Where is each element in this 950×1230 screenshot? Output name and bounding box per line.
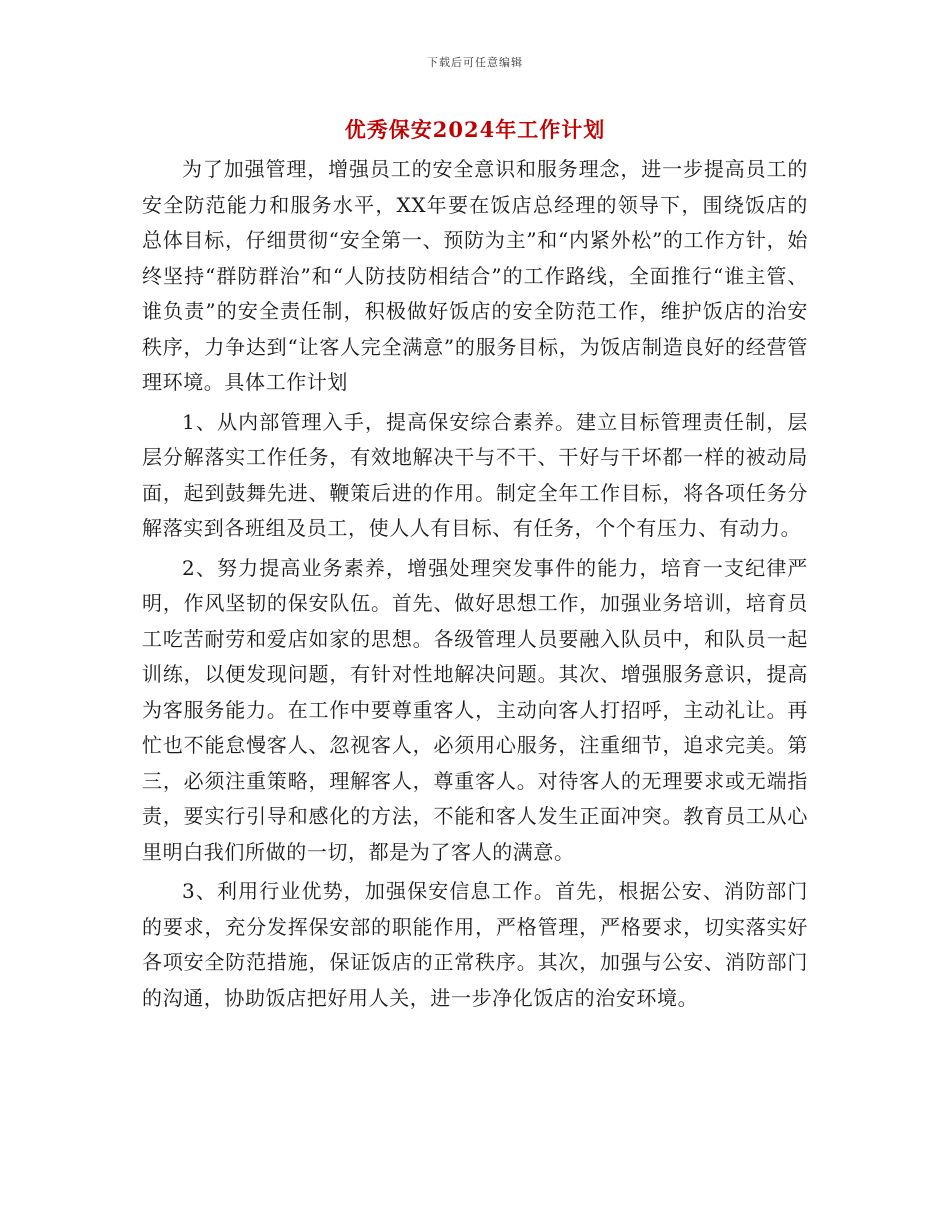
document-title: 优秀保安2024年工作计划 bbox=[344, 117, 606, 142]
header-note: 下载后可任意编辑 bbox=[427, 56, 523, 69]
paragraph-intro: 为了加强管理，增强员工的安全意识和服务理念，进一步提高员工的安全防范能力和服务水平，XX年要在饭店总经理的领导下，围绕饭店的总体目标，仔细贯彻“安全第一、预防为主”和“内紧外松”的工作方针，始终坚持“群防群治”和“人防技防相结合”的工作路线，全面推行“谁主管、谁负责”的安全责任制，积极做好饭店的安全防范工作，维护饭店的治安秩序，力争达到“让客人完全满意”的服务目标，为饭店制造良好的经营管理环境。具体工作计划 bbox=[142, 157, 808, 394]
paragraph-2: 2、努力提高业务素养，增强处理突发事件的能力，培育一支纪律严明，作风坚韧的保安队伍。首先、做好思想工作，加强业务培训，培育员工吃苦耐劳和爱店如家的思想。各级管理人员要融入队员中，和队员一起训练，以便发现问题，有针对性地解决问题。其次、增强服务意识，提高为客服务能力。在工作中要尊重客人，主动向客人打招呼，主动礼让。再忙也不能怠慢客人、忽视客人，必须用心服务，注重细节，追求完美。第三，必须注重策略，理解客人，尊重客人。对待客人的无理要求或无端指责，要实行引导和感化的方法，不能和客人发生正面冲突。教育员工从心里明白我们所做的一切，都是为了客人的满意。 bbox=[142, 555, 808, 864]
paragraph-3: 3、利用行业优势，加强保安信息工作。首先，根据公安、消防部门的要求，充分发挥保安部的职能作用，严格管理，严格要求，切实落实好各项安全防范措施，保证饭店的正常秩序。其次，加强与公安、消防部门的沟通，协助饭店把好用人关，进一步净化饭店的治安环境。 bbox=[142, 879, 808, 1010]
document-body bbox=[142, 152, 808, 1016]
paragraph-1: 1、从内部管理入手，提高保安综合素养。建立目标管理责任制，层层分解落实工作任务，有效地解决干与不干、干好与干坏都一样的被动局面，起到鼓舞先进、鞭策后进的作用。制定全年工作目标，将各项任务分解落实到各班组及员工，使人人有目标、有任务，个个有压力、有动力。 bbox=[142, 409, 808, 540]
